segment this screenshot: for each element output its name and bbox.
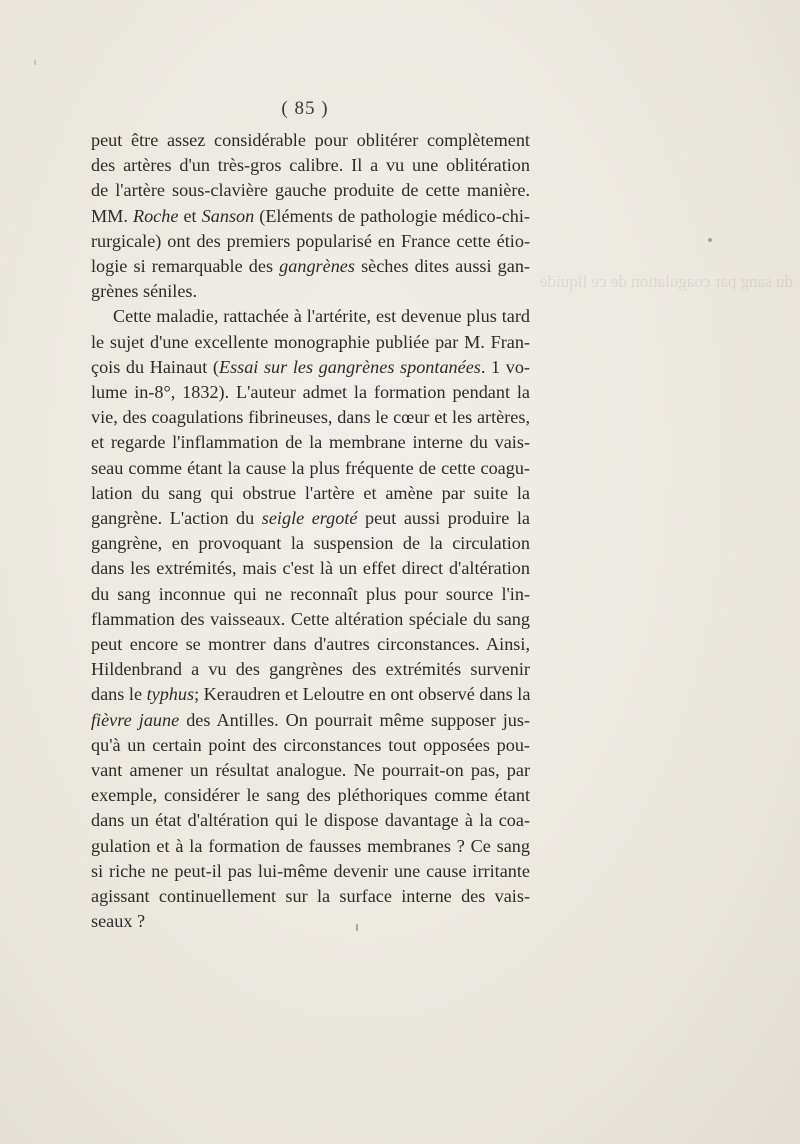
paper-speck <box>356 924 358 931</box>
text-line: exemple, considérer le sang des pléthoriques comme étant <box>91 785 530 806</box>
text-line: gangrène, en provoquant la suspension de la circulation <box>91 533 530 554</box>
paper-speck <box>34 60 36 65</box>
text-line: gulation et à la formation de fausses membranes ? Ce sang <box>91 835 530 856</box>
text-line: de l'artère sous-clavière gauche produite de cette manière. <box>91 180 530 201</box>
text-line: agissant continuellement sur la surface interne des vais- <box>91 886 530 907</box>
text-line: le sujet d'une excellente monographie publiée par M. Fran- <box>91 331 530 352</box>
text-line: Cette maladie, rattachée à l'artérite, est devenue plus tard <box>113 306 530 327</box>
text-line: lume in-8°, 1832). L'auteur admet la formation pendant la <box>91 382 530 403</box>
text-line: et regarde l'inflammation de la membrane interne du vais- <box>91 432 530 453</box>
paper-speck <box>708 238 712 242</box>
text-line: dans un état d'altération qui le dispose davantage à la coa- <box>91 810 530 831</box>
text-line: grènes séniles. <box>91 281 198 302</box>
text-line: vant amener un résultat analogue. Ne pourrait-on pas, par <box>91 760 530 781</box>
text-line: dans le typhus; Keraudren et Leloutre en ont observé dans la <box>91 684 531 705</box>
text-line: gangrène. L'action du seigle ergoté peut aussi produire la <box>91 508 530 529</box>
text-line: du sang inconnue qui ne reconnaît plus pour source l'in- <box>91 583 530 604</box>
text-line: rurgicale) ont des premiers popularisé en France cette étio- <box>91 230 530 251</box>
text-line: MM. Roche et Sanson (Eléments de pathologie médico-chi- <box>91 205 530 226</box>
text-line: si riche ne peut-il pas lui-même devenir une cause irritante <box>91 860 530 881</box>
show-through-text: du sang par coagulation de ce liquide <box>540 272 794 291</box>
text-line: çois du Hainaut (Essai sur les gangrènes spontanées. 1 vo- <box>91 356 530 377</box>
text-line: dans les extrémités, mais c'est là un effet direct d'altération <box>91 558 530 579</box>
text-line: logie si remarquable des gangrènes sèches dites aussi gan- <box>91 256 530 277</box>
text-line: vie, des coagulations fibrineuses, dans le cœur et les artères, <box>91 407 530 428</box>
text-line: Hildenbrand a vu des gangrènes des extrémités survenir <box>91 659 530 680</box>
text-line: peut être assez considérable pour oblitérer complètement <box>91 130 530 150</box>
page-number: ( 85 ) <box>281 98 329 119</box>
text-line: peut encore se montrer dans d'autres circonstances. Ainsi, <box>91 634 530 655</box>
text-line: lation du sang qui obstrue l'artère et amène par suite la <box>91 482 530 503</box>
text-line: qu'à un certain point des circonstances tout opposées pou- <box>91 734 530 755</box>
text-line: flammation des vaisseaux. Cette altération spéciale du sang <box>91 608 530 629</box>
text-line: seau comme étant la cause la plus fréquente de cette coagu- <box>91 457 530 478</box>
text-line: fièvre jaune des Antilles. On pourrait même supposer jus- <box>91 709 530 730</box>
paragraph-2 <box>91 304 530 934</box>
paragraph-1 <box>91 128 530 304</box>
text-line: seaux ? <box>91 911 146 932</box>
body-text <box>91 128 530 935</box>
text-line: des artères d'un très-gros calibre. Il a vu une oblitération <box>91 155 530 176</box>
